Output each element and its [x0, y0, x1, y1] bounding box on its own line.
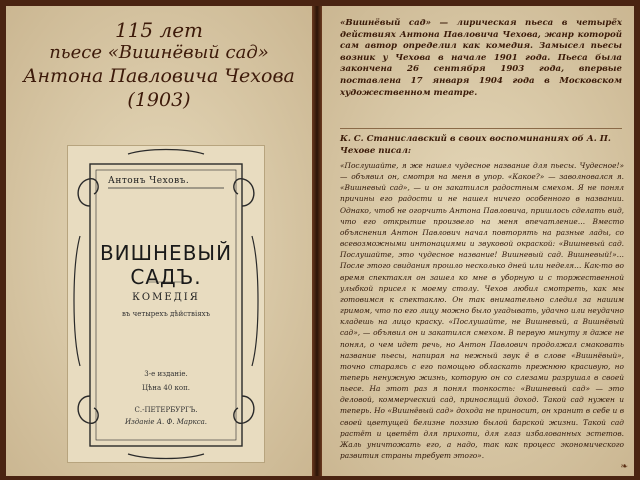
- left-page: [6, 6, 312, 476]
- page-title: [6, 18, 312, 112]
- cover-author: Антонъ Чеховъ.: [108, 176, 190, 186]
- intro-paragraph: «Вишнёвый сад» — лирическая пьеса в четырёх действиях Антона Павловича Чехова, жанр которой сам автор определил как комедия. Замысел пьесы возник у Чехова в начале 1901 года. Пьеса была закончена 26 сентября 1903 года, впервые поставлена 17 января 1904 года в Московском художественном театре.: [340, 18, 622, 98]
- book-cover-image: [68, 146, 264, 462]
- title-anniversary: 115 лет: [114, 18, 204, 42]
- cover-publisher: Изданіе А. Ф. Маркса.: [124, 418, 208, 426]
- quote-source: К. С. Станиславский в своих воспоминаниях об А. П. Чехове писал:: [340, 134, 611, 156]
- title-play: пьесе «Вишнёвый сад»: [49, 42, 269, 63]
- title-year: (1903): [127, 89, 191, 111]
- divider: [340, 128, 622, 129]
- cover-price: Цѣна 40 коп.: [141, 384, 190, 392]
- cover-edition: 3-е изданіе.: [144, 370, 188, 378]
- title-author: Антона Павловича Чехова: [23, 65, 295, 87]
- ornament-icon: ❧: [620, 462, 628, 472]
- quote-paragraph: «Послушайте, я же нашел чудесное название для пьесы. Чудесное!» — объявил он, смотря на меня в упор. «Какое?» — заволновался я. «Вишневый сад», — и он закатился радостным смехом. Я не понял причины его радости и не нашел ничего особенного в названии. Однако, чтоб не огорчить Антона Павловича, пришлось сделать вид, что его открытие произвело на меня впечатление… Вместо объяснения Антон Павлович начал повторять на разные лады, со всевозможными интонациями и звуковой окраской: «Вишневый сад. Послушайте, это чудесное название! Вишневый сад. Вишневый!»… После этого свидания прошло несколько дней или неделя… Как-то во время спектакля он зашел ко мне в уборную и с торжественной улыбкой присел к моему столу. Чехов любил смотреть, как мы готовимся к спектаклю. Он так внимательно следил за нашим гримом, что по его лицу можно было угадывать, удачно или неудачно кладешь на лицо краску. «Послушайте, не Вишневый, а Вишнёвый сад», — объявил он и закатился смехом. В первую минуту я даже не понял, о чем идет речь, но Антон Павлович продолжал смаковать название пьесы, напирая на нежный звук ё в слове «Вишнёвый», точно стараясь с его помощью обласкать прежнюю красивую, но теперь ненужную жизнь, которую он со слезами разрушал в своей пьесе. На этот раз я понял тонкость: «Вишневый сад» — это деловой, коммерческий сад, приносящий доход. Такой сад нужен и теперь. Но «Вишнёвый сад» дохода не приносит, он хранит в себе и в своей цветущей белизне поэзию былой барской жизни. Такой сад растёт и цветёт для прихоти, для глаз избалованных эстетов. Жаль уничтожать его, а надо, так как процесс экономического развития страны требует этого».: [340, 161, 624, 461]
- cover-genre: КОМЕДІЯ: [132, 292, 200, 303]
- right-page: [322, 6, 634, 476]
- cover-title: ВИШНЕВЫЙ САДЪ.: [99, 241, 233, 289]
- cover-acts: въ четырехъ дѣйствіяхъ: [121, 310, 211, 318]
- cover-ornament: [68, 146, 264, 462]
- book-spine: [312, 6, 322, 476]
- cover-city: С.-ПЕТЕРБУРГЪ.: [134, 406, 198, 414]
